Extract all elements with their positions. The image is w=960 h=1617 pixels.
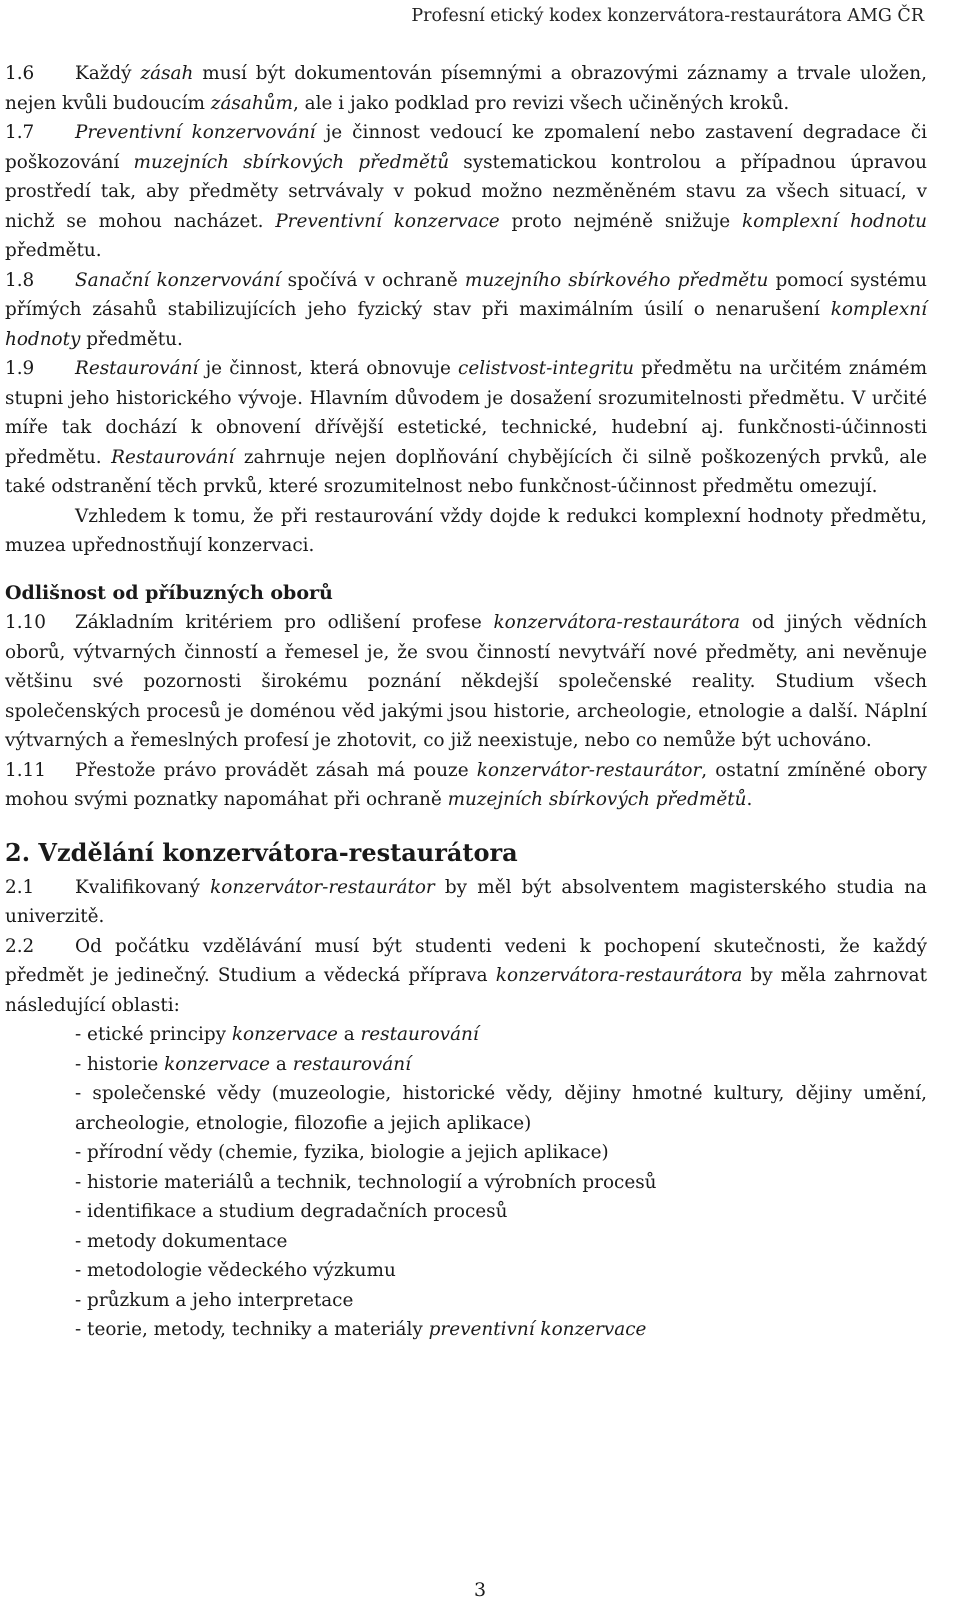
list-item [75,1020,927,1050]
italic-term: restaurování [292,1053,411,1075]
running-header: Profesní etický kodex konzervátora-restaurátora AMG ČR [411,6,924,26]
paragraph-number: 1.6 [5,63,35,84]
paragraph-number: 1.10 [5,612,46,633]
italic-term: muzejních sbírkových předmětů [133,151,450,173]
paragraph-1-7 [5,118,927,266]
text: zahrnuje nejen doplňování chybějících či silně poškozených prvků, ale také odstranění těch prvků, které srozumitelnost nebo funkčnost-účinnost předmětu omezují. [5,446,927,497]
list-item: - metodologie vědeckého výzkumu [75,1260,396,1281]
text: od jiných vědních oborů, výtvarných činností a řemesel je, že svou činností nevytváří nové předměty, ani nevěnuje většinu své pozornosti širokému poznání někdejší společenské reality. Studium všech společenských procesů je doménou věd jakými jsou historie, archeologie, etnologie a další. Náplní výtvarných a řemeslných profesí je zhotovit, co již neexistuje, nebo co nemůže být uchováno. [5,612,927,751]
italic-term: konzervátor-restaurátor [210,876,435,898]
italic-term: konzervátor-restaurátor [476,759,702,781]
list-item [75,1315,927,1345]
text: Od počátku vzdělávání musí být studenti vedeni k pochopení skutečnosti, že každý předmět je jedinečný. Studium a vědecká příprava [5,935,927,986]
italic-term: zásahům [210,92,293,114]
italic-term: restaurování [360,1024,479,1045]
paragraph-1-9-continued: Vzhledem k tomu, že při restaurování vždy dojde k redukci komplexní hodnoty předmětu, muzea upřednostňují konzervaci. [5,505,927,556]
text: předmětu na určitém známém stupni jeho historického vývoje. Hlavním důvodem je dosažení srozumitelnosti předmětu. V určité míře tak dochází k obnovení dřívější estetické, technické, hudební aj. funkčnosti-účinnosti předmětu. [5,358,928,468]
section-heading-related-fields: Odlišnost od příbuzných oborů [5,581,333,604]
text: musí být dokumentován písemnými a obrazovými záznamy a trvale uložen, nejen kvůli budoucím [5,63,927,114]
paragraph-number: 1.9 [5,358,35,379]
page-number: 3 [473,1579,487,1601]
text: Každý [75,63,141,84]
text: předmětu. [5,240,102,261]
document-body [5,59,927,1345]
list-item: - společenské vědy (muzeologie, historické vědy, dějiny hmotné kultury, dějiny umění, archeologie, etnologie, filozofie a jejich aplikace) [75,1083,927,1134]
text: systematickou kontrolou a případnou úpravou prostředí tak, aby předměty setrvávaly v pokud možno nezměněném stavu za všech situací, v nichž se mohou nacházet. [5,151,927,232]
italic-term: Restaurování [75,358,199,379]
text: by měl být absolventem magisterského studia na univerzitě. [5,876,927,927]
italic-term: komplexní hodnoty [5,299,927,350]
text: spočívá v ochraně [280,269,465,291]
text: a [337,1024,361,1045]
text: předmětu. [80,328,183,350]
list-item: - průzkum a jeho interpretace [75,1289,354,1311]
paragraph-1-10 [5,608,927,756]
section-heading-education: 2. Vzdělání konzervátora-restaurátora [5,837,518,867]
list-item: - přírodní vědy (chemie, fyzika, biologie a jejich aplikace) [75,1142,609,1163]
italic-term: Preventivní konzervace [275,210,500,232]
list-item: - identifikace a studium degradačních procesů [75,1201,508,1222]
italic-term: konzervace [231,1024,338,1045]
italic-term: preventivní konzervace [428,1319,647,1340]
text: Základním kritériem pro odlišení profese [75,612,494,633]
paragraph-1-8 [5,266,927,355]
list-item [75,1050,927,1080]
text: a [270,1053,293,1075]
paragraph-2-2 [5,932,927,1021]
text: - etické principy [75,1024,232,1045]
text: by měla zahrnovat následující oblasti: [5,965,927,1016]
italic-term: muzejních sbírkových předmětů [447,789,747,810]
text: proto nejméně snižuje [499,210,742,232]
list-item: - metody dokumentace [75,1230,288,1252]
text: - teorie, metody, techniky a materiály [75,1319,429,1340]
text: , ale i jako podklad pro revizi všech učiněných kroků. [292,92,790,114]
paragraph-1-9 [5,354,927,502]
list-item: - historie materiálů a technik, technologií a výrobních procesů [75,1171,657,1193]
italic-term: Sanační konzervování [75,269,281,291]
paragraph-number: 1.11 [5,759,46,781]
italic-term: celistvost-integritu [458,358,635,379]
italic-term: konzervace [164,1053,271,1075]
paragraph-number: 1.7 [5,122,35,143]
paragraph-1-11 [5,756,927,815]
text: . [746,789,753,810]
italic-term: muzejního sbírkového předmětu [464,269,769,291]
text: je činnost, která obnovuje [198,358,459,379]
text: - historie [75,1053,165,1075]
text: , ostatní zmíněné obory mohou svými poznatky napomáhat při ochraně [5,759,927,810]
italic-term: komplexní hodnotu [741,210,927,232]
text: pomocí systému přímých zásahů stabilizujících jeho fyzický stav při maximálním úsilí o nenarušení [5,269,927,320]
text: je činnost vedoucí ke zpomalení nebo zastavení degradace či poškozování [5,122,927,173]
paragraph-1-6 [5,59,927,118]
paragraph-number: 1.8 [5,269,35,291]
paragraph-2-1 [5,873,927,932]
paragraph-number: 2.2 [5,935,35,957]
italic-term: zásah [140,63,194,84]
text: Kvalifikovaný [75,876,211,898]
italic-term: Preventivní konzervování [75,122,316,143]
italic-term: konzervátora-restaurátora [493,612,740,633]
italic-term: Restaurování [111,446,235,468]
paragraph-number: 2.1 [5,876,35,898]
text: Přestože právo provádět zásah má pouze [75,759,477,781]
education-areas-list [5,1020,927,1345]
italic-term: konzervátora-restaurátora [495,965,743,986]
